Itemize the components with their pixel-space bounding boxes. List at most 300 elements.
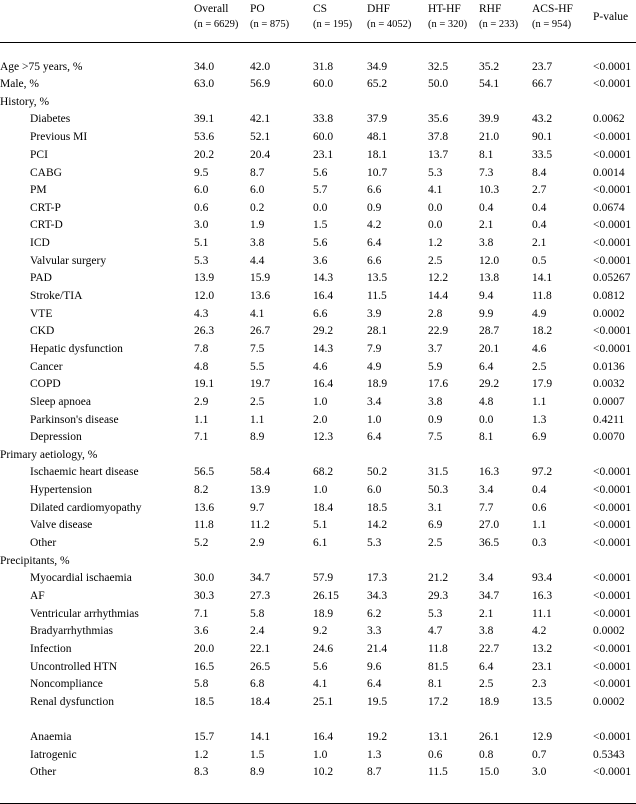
table-cell: 2.0 [313,414,328,426]
row-label: Age >75 years, % [0,61,83,73]
table-cell: 0.3 [532,537,547,549]
table-cell: 26.7 [250,325,271,337]
table-cell: 17.9 [532,378,553,390]
table-cell: 63.0 [194,78,215,90]
section-label: History, % [0,96,50,108]
row-label: Diabetes [30,113,71,125]
p-value-cell: 0.0674 [593,202,625,214]
table-cell: 50.3 [428,484,449,496]
table-cell: 4.2 [532,625,547,637]
table-cell: 0.4 [532,484,547,496]
row-label: Depression [30,431,82,443]
row-label: Parkinson's disease [30,414,119,426]
table-cell: 3.6 [313,255,328,267]
table-cell: 6.4 [367,431,382,443]
table-cell: 3.4 [479,484,494,496]
table-cell: 3.9 [367,308,382,320]
table-cell: 0.4 [532,219,547,231]
table-cell: 4.4 [250,255,265,267]
p-value-cell: <0.0001 [593,608,632,620]
table-cell: 2.5 [250,396,265,408]
row-label: CABG [30,167,62,179]
table-cell: 16.4 [313,290,334,302]
table-cell: 33.8 [313,113,334,125]
table-cell: 28.1 [367,325,388,337]
p-value-cell: <0.0001 [593,149,632,161]
row-label: Sleep apnoea [30,396,91,408]
table-cell: 34.3 [367,590,388,602]
table-row [0,659,636,676]
table-row [0,376,636,393]
p-value-cell: <0.0001 [593,343,632,355]
p-value-cell: <0.0001 [593,572,632,584]
table-cell: 6.4 [479,661,494,673]
table-cell: 2.1 [532,237,547,249]
table-cell: 1.3 [367,749,382,761]
table-row [0,676,636,693]
p-value-cell: <0.0001 [593,219,632,231]
table-cell: 20.4 [250,149,271,161]
table-cell: 1.1 [532,519,547,531]
section-header-row [0,94,636,111]
table-row [0,394,636,411]
table-cell: 15.0 [479,766,500,778]
table-cell: 1.2 [428,237,443,249]
table-cell: 42.1 [250,113,271,125]
table-cell: 0.8 [479,749,494,761]
table-cell: 0.6 [428,749,443,761]
table-cell: 34.7 [250,572,271,584]
table-cell: 3.4 [479,572,494,584]
p-value-cell: <0.0001 [593,325,632,337]
table-row [0,747,636,764]
p-value-cell: 0.05267 [593,272,631,284]
p-value-cell: <0.0001 [593,678,632,690]
table-row [0,270,636,287]
column-header-p-value: P-value [593,11,629,23]
table-cell: 19.5 [367,696,388,708]
table-cell: 10.7 [367,167,388,179]
table-row [0,129,636,146]
table-row [0,729,636,746]
section-label: Primary aetiology, % [0,449,98,461]
row-label: Male, % [0,78,39,90]
section-header-row [0,447,636,464]
table-cell: 39.9 [479,113,500,125]
table-cell: 9.9 [479,308,494,320]
table-cell: 2.1 [479,219,494,231]
table-cell: 9.2 [313,625,328,637]
table-cell: 0.0 [313,202,328,214]
table-cell: 18.9 [479,696,500,708]
table-cell: 3.8 [479,237,494,249]
table-cell: 4.1 [428,184,443,196]
table-cell: 8.1 [428,678,443,690]
table-row [0,588,636,605]
table-cell: 10.3 [479,184,500,196]
table-cell: 2.4 [250,625,265,637]
table-cell: 1.3 [532,414,547,426]
table-cell: 12.2 [428,272,449,284]
table-cell: 6.2 [367,608,382,620]
table-cell: 11.2 [250,519,270,531]
table-cell: 18.9 [367,378,388,390]
table-cell: 20.2 [194,149,215,161]
table-cell: 4.9 [532,308,547,320]
column-header-po: PO (n = 875) [250,3,290,30]
table-cell: 3.7 [428,343,443,355]
table-cell: 18.4 [313,502,334,514]
table-cell: 15.9 [250,272,271,284]
table-cell: 24.6 [313,643,334,655]
table-cell: 81.5 [428,661,449,673]
table-row [0,253,636,270]
table-row [0,323,636,340]
row-label: Other [30,537,57,549]
table-cell: 8.1 [479,431,494,443]
p-value-cell: 0.0002 [593,625,625,637]
table-cell: 20.1 [479,343,500,355]
table-cell: 5.6 [313,237,328,249]
table-cell: 8.7 [367,766,382,778]
row-label: PM [30,184,47,196]
table-row [0,482,636,499]
section-header-row [0,553,636,570]
table-cell: 14.3 [313,272,334,284]
row-label: Uncontrolled HTN [30,661,118,673]
table-cell: 7.7 [479,502,494,514]
table-cell: 97.2 [532,466,553,478]
row-label: Hypertension [30,484,92,496]
table-cell: 8.7 [250,167,265,179]
table-cell: 26.5 [250,661,271,673]
p-value-cell: 0.0007 [593,396,625,408]
p-value-cell: <0.0001 [593,131,632,143]
table-cell: 31.8 [313,61,334,73]
table-cell: 28.7 [479,325,500,337]
table-cell: 6.9 [428,519,443,531]
table-cell: 66.7 [532,78,553,90]
table-cell: 16.4 [313,378,334,390]
table-row [0,359,636,376]
table-cell: 11.8 [428,643,448,655]
table-cell: 1.5 [250,749,265,761]
table-cell: 34.0 [194,61,215,73]
table-cell: 1.1 [250,414,265,426]
table-cell: 1.5 [313,219,328,231]
table-row [0,641,636,658]
table-cell: 5.3 [428,608,443,620]
table-cell: 2.5 [532,361,547,373]
table-cell: 1.1 [532,396,547,408]
table-cell: 0.2 [250,202,265,214]
p-value-cell: <0.0001 [593,237,632,249]
table-cell: 3.0 [532,766,547,778]
table-cell: 8.9 [250,766,265,778]
table-row [0,606,636,623]
table-cell: 8.1 [479,149,494,161]
table-cell: 5.1 [313,519,328,531]
row-label: Bradyarrhythmias [30,625,114,637]
table-cell: 13.6 [250,290,271,302]
table-cell: 34.7 [479,590,500,602]
section-label: Precipitants, % [0,555,70,567]
table-cell: 18.5 [194,696,215,708]
table-cell: 1.2 [194,749,209,761]
p-value-cell: <0.0001 [593,78,632,90]
table-cell: 54.1 [479,78,500,90]
table-cell: 5.3 [194,255,209,267]
table-cell: 2.8 [428,308,443,320]
table-cell: 7.9 [367,343,382,355]
column-header-dhf: DHF (n = 4052) [367,3,412,30]
row-label: COPD [30,378,61,390]
column-header-cs: CS (n = 195) [313,3,353,30]
table-cell: 13.5 [532,696,553,708]
table-cell: 1.0 [313,749,328,761]
table-row [0,464,636,481]
table-cell: 2.9 [250,537,265,549]
table-cell: 5.8 [250,608,265,620]
table-cell: 4.7 [428,625,443,637]
table-cell: 23.1 [313,149,334,161]
table-cell: 53.6 [194,131,215,143]
table-cell: 3.8 [428,396,443,408]
table-cell: 3.3 [367,625,382,637]
table-cell: 5.3 [367,537,382,549]
row-label: AF [30,590,45,602]
table-cell: 2.7 [532,184,547,196]
p-value-cell: <0.0001 [593,255,632,267]
table-cell: 22.7 [479,643,500,655]
p-value-cell: <0.0001 [593,661,632,673]
row-label: Valvular surgery [30,255,107,267]
table-cell: 0.0 [428,219,443,231]
table-cell: 6.9 [532,431,547,443]
column-header-acs-hf: ACS-HF (n = 954) [532,3,573,30]
table-cell: 6.0 [250,184,265,196]
table-cell: 7.1 [194,431,209,443]
table-cell: 0.6 [532,502,547,514]
table-cell: 7.5 [250,343,265,355]
row-label: Anaemia [30,731,72,743]
table-cell: 6.4 [367,678,382,690]
table-cell: 37.9 [367,113,388,125]
row-label: CKD [30,325,55,337]
table-cell: 43.2 [532,113,553,125]
table-cell: 19.7 [250,378,271,390]
table-row [0,764,636,781]
table-cell: 19.2 [367,731,388,743]
table-cell: 8.9 [250,431,265,443]
table-row [0,429,636,446]
table-cell: 6.0 [194,184,209,196]
table-cell: 0.6 [194,202,209,214]
table-cell: 56.9 [250,78,271,90]
table-cell: 5.9 [428,361,443,373]
row-label: Other [30,766,57,778]
table-cell: 3.6 [194,625,209,637]
table-cell: 4.8 [194,361,209,373]
table-cell: 4.1 [313,678,328,690]
table-cell: 5.5 [250,361,265,373]
table-cell: 18.2 [532,325,553,337]
table-cell: 14.1 [250,731,271,743]
table-cell: 0.9 [428,414,443,426]
table-cell: 50.0 [428,78,449,90]
row-label: Noncompliance [30,678,103,690]
p-value-cell: 0.0002 [593,308,625,320]
table-cell: 18.5 [367,502,388,514]
table-cell: 0.7 [532,749,547,761]
table-cell: 4.6 [532,343,547,355]
table-row [0,235,636,252]
row-label: CRT-P [30,202,61,214]
table-cell: 12.3 [313,431,334,443]
table-cell: 48.1 [367,131,388,143]
table-row [0,341,636,358]
table-row [0,217,636,234]
table-cell: 5.6 [313,661,328,673]
table-cell: 37.8 [428,131,449,143]
table-cell: 11.1 [532,608,552,620]
table-cell: 60.0 [313,78,334,90]
table-cell: 13.6 [194,502,215,514]
table-cell: 19.1 [194,378,215,390]
table-cell: 6.6 [367,255,382,267]
table-cell: 2.5 [428,255,443,267]
table-cell: 35.6 [428,113,449,125]
p-value-cell: <0.0001 [593,731,632,743]
table-cell: 0.4 [479,202,494,214]
column-header-ht-hf: HT-HF (n = 320) [428,3,468,30]
table-cell: 29.3 [428,590,449,602]
table-cell: 11.8 [194,519,214,531]
table-cell: 5.3 [428,167,443,179]
table-cell: 1.0 [313,396,328,408]
p-value-cell: <0.0001 [593,502,632,514]
table-cell: 8.2 [194,484,209,496]
table-cell: 10.2 [313,766,334,778]
table-cell: 14.3 [313,343,334,355]
table-cell: 7.8 [194,343,209,355]
table-row [0,182,636,199]
row-label: Valve disease [30,519,93,531]
table-cell: 4.9 [367,361,382,373]
table-cell: 15.7 [194,731,215,743]
table-cell: 17.6 [428,378,449,390]
table-cell: 6.0 [367,484,382,496]
table-cell: 17.3 [367,572,388,584]
table-cell: 21.2 [428,572,449,584]
table-cell: 7.5 [428,431,443,443]
table-row [0,165,636,182]
table-row [0,500,636,517]
table-cell: 6.4 [367,237,382,249]
p-value-cell: 0.0014 [593,167,625,179]
p-value-cell: <0.0001 [593,766,632,778]
table-cell: 0.0 [428,202,443,214]
row-label: Cancer [30,361,63,373]
table-cell: 29.2 [313,325,334,337]
table-row [0,288,636,305]
table-row [0,111,636,128]
table-cell: 23.1 [532,661,553,673]
table-cell: 6.6 [313,308,328,320]
table-cell: 16.3 [532,590,553,602]
table-cell: 1.0 [313,484,328,496]
table-cell: 3.8 [250,237,265,249]
table-cell: 5.6 [313,167,328,179]
table-cell: 7.3 [479,167,494,179]
row-label: VTE [30,308,53,320]
table-cell: 0.9 [367,202,382,214]
table-cell: 12.0 [479,255,500,267]
p-value-cell: <0.0001 [593,184,632,196]
row-label: ICD [30,237,50,249]
table-cell: 22.1 [250,643,271,655]
table-cell: 65.2 [367,78,388,90]
table-cell: 11.5 [367,290,387,302]
table-cell: 33.5 [532,149,553,161]
table-cell: 4.6 [313,361,328,373]
table-cell: 56.5 [194,466,215,478]
table-cell: 4.2 [367,219,382,231]
table-cell: 30.3 [194,590,215,602]
p-value-cell: <0.0001 [593,643,632,655]
table-row [0,412,636,429]
table-cell: 0.0 [479,414,494,426]
table-cell: 5.2 [194,537,209,549]
table-row [0,623,636,640]
table-cell: 2.5 [479,678,494,690]
row-label: Iatrogenic [30,749,77,761]
table-cell: 14.4 [428,290,449,302]
table-cell: 34.9 [367,61,388,73]
table-cell: 39.1 [194,113,215,125]
table-row [0,76,636,93]
row-label: PCI [30,149,48,161]
table-cell: 26.1 [479,731,500,743]
table-cell: 1.9 [250,219,265,231]
row-label: Ventricular arrhythmias [30,608,139,620]
table-cell: 5.7 [313,184,328,196]
p-value-cell: <0.0001 [593,590,632,602]
table-cell: 26.3 [194,325,215,337]
p-value-cell: 0.0812 [593,290,625,302]
table-cell: 52.1 [250,131,271,143]
p-value-cell: 0.0070 [593,431,625,443]
table-row [0,59,636,76]
table-cell: 13.9 [194,272,215,284]
table-cell: 6.6 [367,184,382,196]
table-cell: 14.1 [532,272,553,284]
p-value-cell: <0.0001 [593,466,632,478]
row-label: Renal dysfunction [30,696,114,708]
table-cell: 13.5 [367,272,388,284]
table-cell: 36.5 [479,537,500,549]
table-cell: 25.1 [313,696,334,708]
row-label: Infection [30,643,72,655]
table-cell: 58.4 [250,466,271,478]
table-row [0,147,636,164]
table-cell: 12.9 [532,731,553,743]
table-cell: 2.3 [532,678,547,690]
table-cell: 20.0 [194,643,215,655]
table-cell: 18.4 [250,696,271,708]
table-cell: 3.0 [194,219,209,231]
table-cell: 17.2 [428,696,449,708]
